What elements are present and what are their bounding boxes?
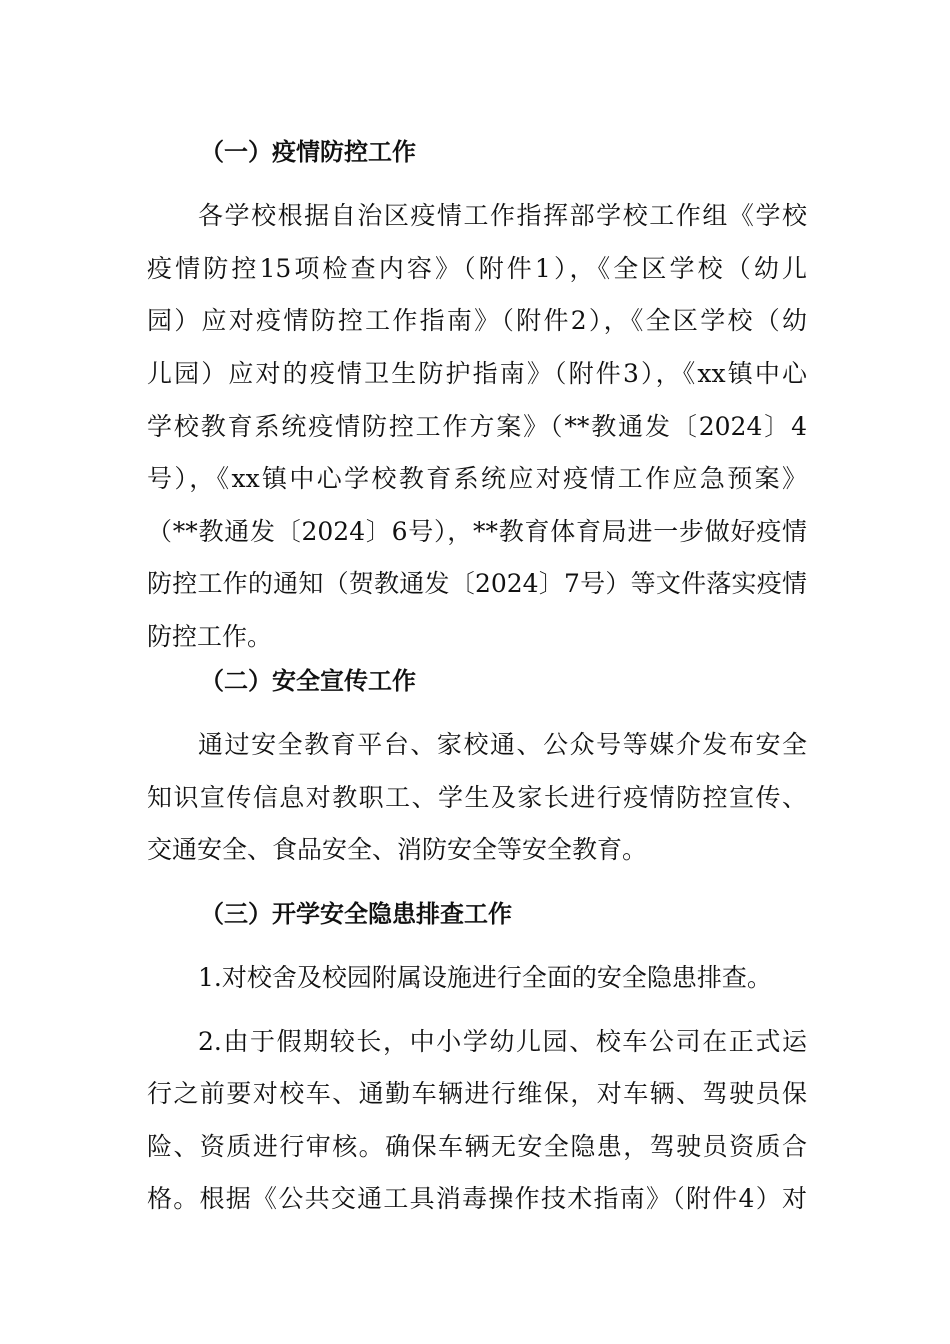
paragraph-line: （**教通发〔2024〕6号），**教育体育局进一步做好疫情 bbox=[147, 517, 807, 546]
paragraph-line: 通过安全教育平台、家校通、公众号等媒介发布安全 bbox=[198, 730, 807, 759]
paragraph-line: 疫情防控15项检查内容》（附件1），《全区学校（幼儿 bbox=[147, 254, 807, 283]
list-item-2-line: 险、资质进行审核。确保车辆无安全隐患，驾驶员资质合 bbox=[147, 1132, 807, 1161]
paragraph-line: 交通安全、食品安全、消防安全等安全教育。 bbox=[147, 835, 648, 864]
paragraph-line: 儿园）应对的疫情卫生防护指南》（附件3），《xx镇中心 bbox=[147, 359, 807, 388]
paragraph-line: 园）应对疫情防控工作指南》（附件2），《全区学校（幼 bbox=[147, 306, 807, 335]
section-heading-1: （一）疫情防控工作 bbox=[200, 138, 416, 166]
list-item-2-line: 2.由于假期较长，中小学幼儿园、校车公司在正式运 bbox=[198, 1027, 807, 1056]
paragraph-line: 防控工作。 bbox=[147, 622, 273, 651]
paragraph-line: 防控工作的通知（贺教通发〔2024〕7号）等文件落实疫情 bbox=[147, 569, 807, 598]
paragraph-line: 各学校根据自治区疫情工作指挥部学校工作组《学校 bbox=[198, 201, 807, 230]
paragraph-line: 号），《xx镇中心学校教育系统应对疫情工作应急预案》 bbox=[147, 464, 807, 493]
section-heading-2: （二）安全宣传工作 bbox=[200, 667, 416, 695]
paragraph-line: 学校教育系统疫情防控工作方案》（**教通发〔2024〕4 bbox=[147, 412, 807, 441]
list-item-2-line: 格。根据《公共交通工具消毒操作技术指南》（附件4）对 bbox=[147, 1184, 807, 1213]
paragraph-line: 知识宣传信息对教职工、学生及家长进行疫情防控宣传、 bbox=[147, 783, 807, 812]
list-item-1: 1.对校舍及校园附属设施进行全面的安全隐患排查。 bbox=[198, 963, 772, 992]
section-heading-3: （三）开学安全隐患排查工作 bbox=[200, 900, 512, 928]
list-item-2-line: 行之前要对校车、通勤车辆进行维保，对车辆、驾驶员保 bbox=[147, 1079, 807, 1108]
